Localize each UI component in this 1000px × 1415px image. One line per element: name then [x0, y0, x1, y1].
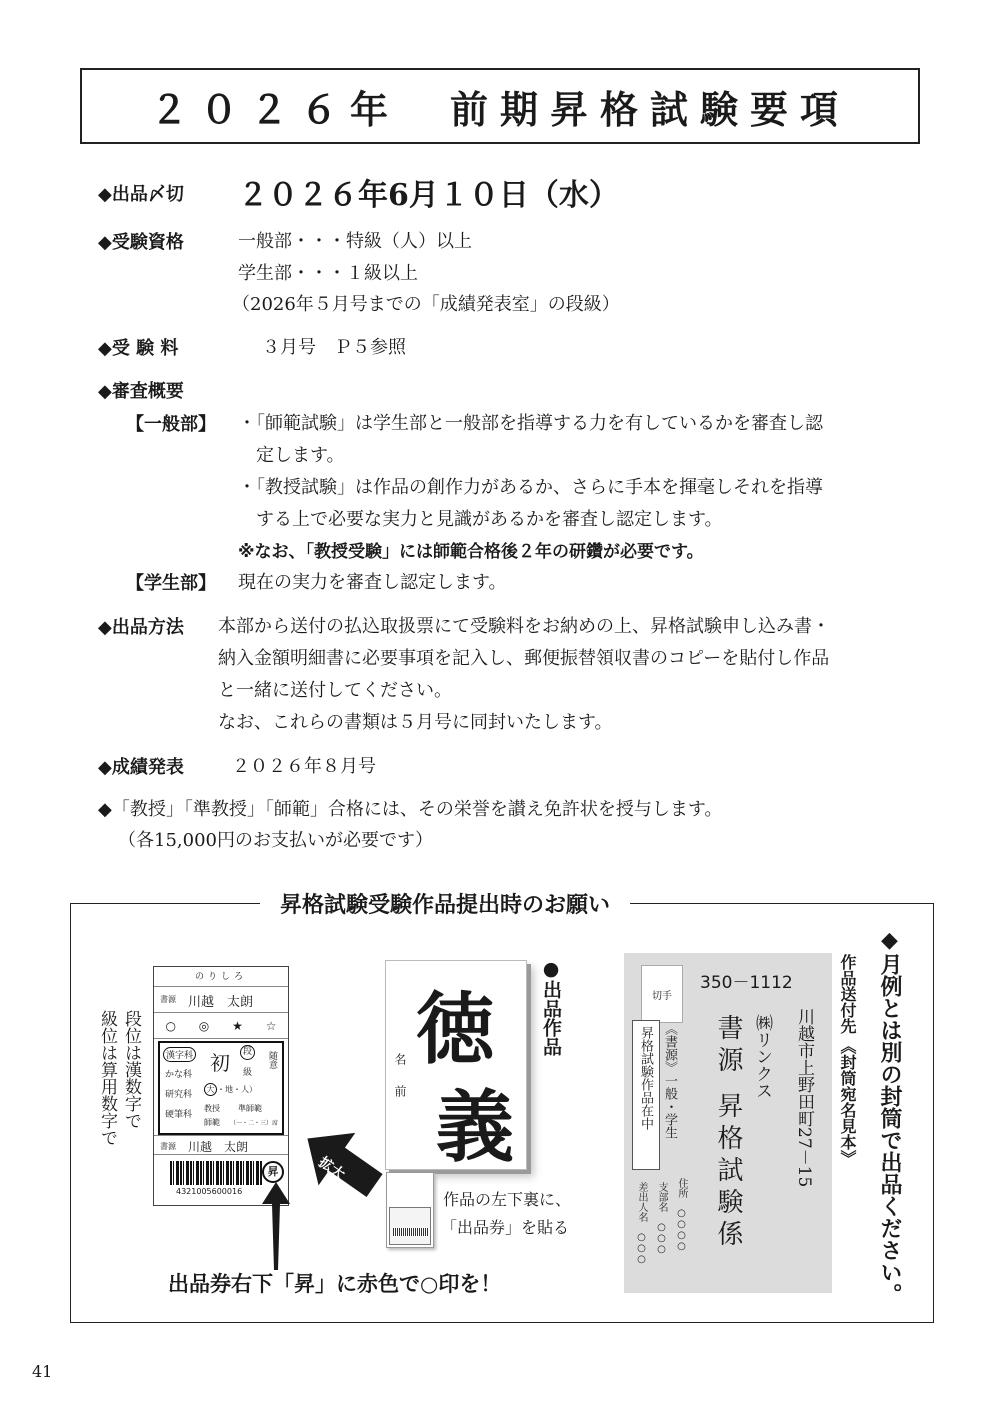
review-note: ※なお、「教授受験」には師範合格後２年の研鑽が必要です。	[238, 542, 704, 562]
eligibility-line: 一般部・・・特級（人）以上	[238, 231, 472, 252]
deadline-value: ２０２６年6月１０日（水）	[238, 178, 619, 213]
instruction-de: で	[399, 1272, 420, 1296]
stamp-box: 切手	[641, 965, 683, 1023]
dept-name-2: 昇格試験係	[713, 1092, 743, 1252]
symbol-circle: ○	[165, 1018, 176, 1033]
enlarge-label: 拡大	[315, 1154, 348, 1184]
mini-ticket-sticker	[389, 1207, 431, 1245]
sho-mark: 昇	[262, 1161, 284, 1183]
dan-mark: 段	[240, 1045, 255, 1060]
envelope-label-line-1: 《書源》一般・学生	[662, 1022, 677, 1139]
review-label: ◆審査概要	[98, 381, 184, 402]
company-prefix: ㈱	[752, 1014, 772, 1031]
symbol-double-circle: ◎	[198, 1018, 210, 1033]
license-note: （各15,000円のお支払いが必要です）	[118, 830, 433, 851]
sender-branch: 支部名 ○○○	[656, 1182, 667, 1255]
dept-name-1: 書源	[713, 1014, 743, 1078]
mini-barcode	[393, 1228, 429, 1236]
subject-pen: 硬筆科	[165, 1110, 193, 1120]
red-circle-instruction	[168, 1268, 501, 1298]
ticket-glue-header: のりしろ	[154, 967, 288, 987]
method-line: 本部から送付の払込取扱票にて受験料をお納めの上、昇格試験申し込み書・	[218, 616, 830, 637]
sticker-note-1: 作品の左下裏に、	[443, 1190, 572, 1209]
envelope-caption-sub: 《封筒宛名見本》	[838, 1038, 857, 1166]
page-title: ２０２６年 前期昇格試験要項	[149, 87, 850, 132]
artwork-char-1: 徳	[416, 984, 495, 1075]
entry-ticket	[153, 966, 289, 1206]
student-section-label: 【学生部】	[126, 573, 216, 594]
page-number: 41	[32, 1362, 53, 1381]
dai-mark: 大	[204, 1083, 217, 1096]
envelope-label-line-2: 昇格試験作品在中	[638, 1026, 653, 1130]
artwork-char-2: 義	[436, 1082, 515, 1173]
envelope-address: 川越市上野田町27－15	[794, 1008, 814, 1188]
subject-research: 研究科	[165, 1090, 193, 1100]
ticket-name-row-lower	[154, 1135, 288, 1155]
jun-shihan-label: 準師範	[238, 1104, 262, 1113]
eligibility-line: 学生部・・・１級以上	[238, 263, 418, 284]
mini-artwork	[386, 1172, 434, 1248]
results-value: ２０２６年８月号	[232, 756, 376, 777]
ticket-name: 川越 太朗	[188, 1140, 249, 1154]
fee-label: ◆受 験 料	[98, 338, 179, 359]
zuii-label: 随意	[267, 1051, 277, 1069]
symbol-white-star: ☆	[265, 1018, 277, 1033]
panel-heading: 昇格試験受験作品提出時のお願い	[260, 888, 630, 919]
monthly-separate-note: ◆月例とは別の封筒で出品ください。	[877, 928, 902, 1305]
subject-kanji: 漢字科	[163, 1047, 196, 1062]
instruction-suffix: ○印を！	[420, 1272, 502, 1296]
method-line: と一緒に送付してください。	[218, 680, 452, 701]
ranks-small: （一・二・三）席	[230, 1120, 279, 1127]
method-line: なお、これらの書類は５月号に同封いたします。	[218, 712, 613, 733]
artwork-caption: ●出品作品	[540, 958, 562, 1056]
review-line: ・「師範試験」は学生部と一般部を指導する力を有しているかを審査し認	[238, 413, 823, 434]
ticket-source-label: 書源	[160, 995, 176, 1004]
sender-name: 差出人名 ○○○	[636, 1182, 647, 1265]
barcode-number: 4321005600016	[176, 1187, 243, 1196]
artwork-paper	[385, 960, 527, 1173]
rank-note-kyu: 級位は算用数字で	[97, 1010, 117, 1146]
fee-value: ３月号 Ｐ５参照	[262, 337, 406, 358]
arrow-up-icon	[258, 1182, 294, 1272]
postal-code: 350－1112	[700, 973, 793, 993]
general-section-label: 【一般部】	[126, 414, 216, 435]
ticket-symbol-row	[154, 1013, 288, 1039]
sticker-note-2: 「出品券」を貼る	[441, 1218, 570, 1237]
kyoju-label: 教授	[204, 1104, 220, 1113]
ticket-grade-box	[158, 1041, 284, 1135]
eligibility-line: （2026年５月号までの「成績発表室」の段級）	[232, 294, 620, 315]
license-line: ◆「教授」「準教授」「師範」合格には、その栄誉を讃え免許状を授与します。	[98, 799, 723, 820]
ticket-source-label: 書源	[160, 1142, 176, 1151]
kyu-mark: 級	[243, 1068, 253, 1078]
sender-address: 住所 ○○○○	[676, 1178, 687, 1252]
results-label: ◆成績発表	[98, 757, 184, 778]
instruction-prefix: 出品券右下「昇」に	[168, 1272, 357, 1296]
title-box	[80, 68, 920, 144]
deadline-label: ◆出品〆切	[98, 184, 184, 205]
ticket-name: 川越 太朗	[188, 995, 254, 1010]
shihan-label: 師範	[204, 1118, 220, 1127]
envelope-caption-title: 作品送付先	[838, 954, 857, 1034]
company-name	[750, 1014, 775, 1099]
subject-kana: かな科	[165, 1070, 193, 1080]
company-label: リンクス	[752, 1031, 772, 1099]
artwork-name-label: 名前	[393, 1053, 407, 1117]
eligibility-label: ◆受験資格	[98, 232, 184, 253]
grade-char: 初	[210, 1051, 230, 1075]
chi-jin-text: ・地・人）	[217, 1085, 257, 1094]
barcode	[170, 1161, 262, 1185]
method-label: ◆出品方法	[98, 617, 184, 638]
review-line: する上で必要な実力と見識があるかを審査し認定します。	[256, 509, 723, 530]
symbol-black-star: ★	[232, 1018, 243, 1033]
ticket-name-row	[154, 987, 288, 1013]
rank-note-dan: 段位は漢数字で	[121, 1010, 141, 1129]
method-line: 納入金額明細書に必要事項を記入し、郵便振替領収書のコピーを貼付し作品	[218, 648, 830, 669]
student-text: 現在の実力を審査し認定します。	[238, 572, 507, 593]
review-line: 定します。	[256, 445, 345, 466]
instruction-red: 赤色	[357, 1272, 399, 1296]
review-line: ・「教授試験」は作品の創作力があるか、さらに手本を揮毫しそれを指導	[238, 477, 823, 498]
